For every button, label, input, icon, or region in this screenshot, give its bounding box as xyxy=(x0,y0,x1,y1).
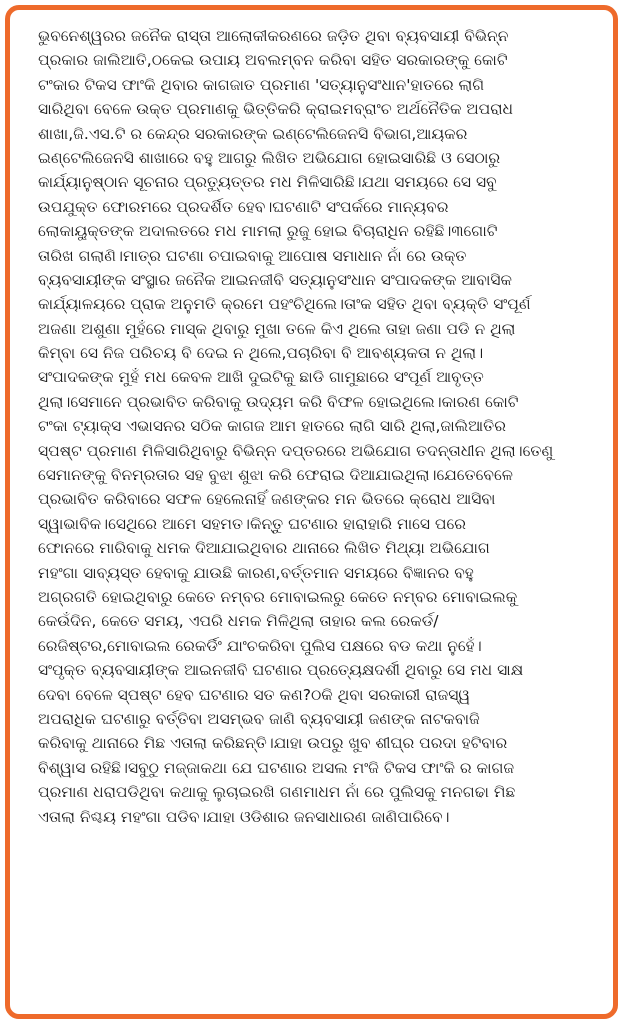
text-line: ଏତାଲା ନିଶ୍ଚୟ ମହଂଗା ପଡିବ।ଯାହା ଓଡିଶାର ଜନସାଧାରଣ ଜାଣିପାରିବେ। xyxy=(38,807,450,826)
text-line: କେଉଁଦିନ, କେତେ ସମୟ, ଏପରି ଧମକ ମିଳିଥିଲା ତାହାର କଲ ରେକର୍ଡ/ xyxy=(38,612,439,631)
text-line: ସଂପୃକ୍ତ ବ୍ୟବସାୟୀଙ୍କ ଆଇନଜୀବି ଘଟଣାର ପ୍ରତ୍ୟେକ୍ଷଦର୍ଶୀ ଥିବାରୁ ସେ ମଧ ସାକ୍ଷ xyxy=(38,661,524,680)
text-line: କିମ୍ବା ସେ ନିଜ ପରିଚୟ ବି ଦେଇ ନ ଥିଲେ,ପଚାରିବା ବି ଆବଶ୍ୟକତା ନ ଥିଲା। xyxy=(38,344,484,363)
text-line: ସାରିଥିବା ବେଳେ ଉକ୍ତ ପ୍ରମାଣକୁ ଭିତ୍ତିକରି କ୍ରାଇମବ୍ରାଂଚ ଅର୍ଥନୈତିକ ଅପରାଧ xyxy=(38,100,514,119)
text-line: ଉପଯୁକ୍ତ ଫୋରମରେ ପ୍ରଦର୍ଶିତ ହେବ।ଘଟଣାଟି ସଂପର୍କରେ ମାନ୍ୟବର xyxy=(38,197,449,216)
text-line: ଟଂକା ଟ୍ୟାକ୍ସ ଏଭାସନର ସଠିକ କାଗଜ ଆମ ହାତରେ ଲାଗି ସାରି ଥିଲା,ଜାଲିଆତିର xyxy=(38,417,506,436)
text-line: ଅଗ୍ରଗତି ହୋଇଥିବାରୁ କେତେ ନମ୍ବର ମୋବାଇଲରୁ କେତେ ନମ୍ବର ମୋବାଇଲକୁ xyxy=(38,587,518,606)
text-line: ଲୋକାୟୁକ୍ତଙ୍କ ଅଦାଲତରେ ମଧ ମାମଲା ରୁଜୁ ହୋଇ ବିଚାରାଧିନ ରହିଛି।୩ଗୋଟି xyxy=(38,222,498,241)
text-line: ଇଣ୍ଟେଲିଜେନସି ଶାଖାରେ ବହୁ ଆଗରୁ ଲିଖିତ ଅଭିଯୋଗ ହୋଇସାରିଛି ଓ ସେଠାରୁ xyxy=(38,148,501,167)
text-line: ପ୍ରମାଣ ଧରାପଡିଥିବା କଥାକୁ ଲୁଚାଇରଖି ଗଣମାଧମ ନାଁ ରେ ପୁଲିସକୁ ମନଗଢା ମିଛ xyxy=(38,783,516,802)
text-line: ବିଶ୍ୱାସ ରହିଛି।ସବୁଠୁ ମଜ୍ଜାକଥା ଯେ ଘଟଣାର ଅସଲ ମଂଜି ଟିକସ ଫାଂକି ର କାଗଜ xyxy=(38,758,515,777)
text-line: ବ୍ୟବସାୟୀଙ୍କ ସଂସ୍ଥାର ଜନୈକ ଆଇନଜୀବି ସତ୍ୟାନୁସଂଧାନ ସଂପାଦକଙ୍କ ଆବାସିକ xyxy=(38,270,512,289)
article-body xyxy=(38,24,608,829)
text-line: ସେମାନଙ୍କୁ ବିନମ୍ରତାର ସହ ବୁଝା ଶୁଝା କରି ଫେରାଇ ଦିଆଯାଇଥିଲା।ଯେତେବେଳେ xyxy=(38,466,513,485)
text-line: ଥିଲା।ସେମାନେ ପ୍ରଭାବିତ କରିବାକୁ ଉଦ୍ୟମ କରି ବିଫଳ ହୋଇଥିଲେ।କାରଣ କୋଟି xyxy=(38,392,519,411)
text-line: ମହଂଗା ସାବ୍ୟସ୍ତ ହେବାକୁ ଯାଉଛି କାରଣ,ବର୍ତ୍ତମାନ ସମୟରେ ବିଜ୍ଞାନର ବହୁ xyxy=(38,563,474,582)
article-frame xyxy=(5,5,618,1019)
text-line: ଭୁବନେଶ୍ୱରର ଜନୈକ ରାସ୍ତା ଆଲୋକୀକରଣରେ ଜଡ଼ିତ ଥିବା ବ୍ୟବସାୟୀ ବିଭିନ୍ନ xyxy=(38,27,509,45)
text-line: ରେଜିଷ୍ଟର,ମୋବାଇଲ ରେକର୍ଡିଂ ଯାଂଚକରିବା ପୁଲିସ ପକ୍ଷରେ ବଡ କଥା ନୁହେଁ। xyxy=(38,636,482,655)
text-line: ସଂପାଦକଙ୍କ ମୁହଁ ମଧ କେବଳ ଆଖି ଦୁଇଟିକୁ ଛାଡି ଗାମୁଛାରେ ସଂପୂର୍ଣ ଆବୃତ୍ତ xyxy=(38,368,484,387)
text-line: ଫୋନରେ ମାରିବାକୁ ଧମକ ଦିଆଯାଇଥିବାର ଥାନାରେ ଲିଖିତ ମିଥ୍ୟା ଅଭିଯୋଗ xyxy=(38,539,490,558)
text-line: ଶାଖା,ଜି.ଏସ.ଟି ର କେନ୍ଦ୍ର ସରକାରଙ୍କ ଇଣ୍ଟେଲିଜେନସି ବିଭାଗ,ଆୟକର xyxy=(38,124,468,143)
text-line: କାର୍ଯ୍ୟାନୁଷ୍ଠାନ ସୂଚନାର ପ୍ରତ୍ୟୁତ୍ତର ମଧ ମିଳିସାରିଛି।ଯଥା ସମୟରେ ସେ ସବୁ xyxy=(38,173,497,192)
text-line: ଅପରାଧିକ ଘଟଣାରୁ ବର୍ତ୍ତିବା ଅସମ୍ଭବ ଜାଣି ବ୍ୟବସାୟୀ ଜଣଙ୍କ ନାଟକବାଜି xyxy=(38,709,480,728)
text-line: କରିବାକୁ ଥାନାରେ ମିଛ ଏତାଲା କରିଛନ୍ତି।ଯାହା ଉପରୁ ଖୁବ ଶୀଘ୍ର ପରଦା ହଟିବାର xyxy=(38,734,508,753)
text-line: ପ୍ରଭାବିତ କରିବାରେ ସଫଳ ହେଲେନାହିଁ ଜଣଙ୍କର ମନ ଭିତରେ କ୍ରୋଧ ଆସିବା xyxy=(38,490,496,509)
text-line: କାର୍ଯ୍ୟାଳୟରେ ପ୍ରାକ ଅନୁମତି କ୍ରମେ ପହଂଚିଥିଲେ।ତାଂକ ସହିତ ଥିବା ବ୍ୟକ୍ତି ସଂପୂର୍ଣ xyxy=(38,295,531,314)
text-line: ଅଜଣା ଅଶୁଣା ମୁହଁରେ ମାସ୍କ ଥିବାରୁ ମୁଖା ତଳେ କିଏ ଥିଲେ ତାହା ଜଣା ପଡି ନ ଥିଲା xyxy=(38,319,516,338)
text-line: ତାରିଖ ଗଲାଣି।ମାତ୍ର ଘଟଣା ଚପାଇବାକୁ ଆପୋଷ ସମାଧାନ ନାଁ ରେ ଉକ୍ତ xyxy=(38,246,467,265)
text-line: ସ୍ୱାଭାବିକ।ସେଥିରେ ଆମେ ସହମତ।କିନ୍ତୁ ଘଟଣାର ହାରାହାରି ମାସେ ପରେ xyxy=(38,514,467,533)
text-line: ଟଂକାର ଟିକସ ଫାଂକି ଥିବାର କାଗଜାତ ପ୍ରମାଣ 'ସତ୍ୟାନୁସଂଧାନ'ହାତରେ ଲାଗି xyxy=(38,75,485,94)
text-line: ପ୍ରକାର ଜାଲିଆତି,ଠକେଇ ଉପାୟ ଅବଲମ୍ବନ କରିବା ସହିତ ସରକାରଙ୍କୁ କୋଟି xyxy=(38,51,508,70)
text-line: ଦେବା ବେଳେ ସ୍ପଷ୍ଟ ହେବ ଘଟଣାର ସତ କଣ?ଠକି ଥିବା ସରକାରୀ ରାଜସ୍ୱ xyxy=(38,685,471,704)
text-line: ସ୍ପଷ୍ଟ ପ୍ରମାଣ ମିଳିସାରିଥିବାରୁ ବିଭିନ୍ନ ଦପ୍ତରରେ ଅଭିଯୋଗ ତଦନ୍ତାଧୀନ ଥିଲା।ତେଣୁ xyxy=(38,441,554,460)
